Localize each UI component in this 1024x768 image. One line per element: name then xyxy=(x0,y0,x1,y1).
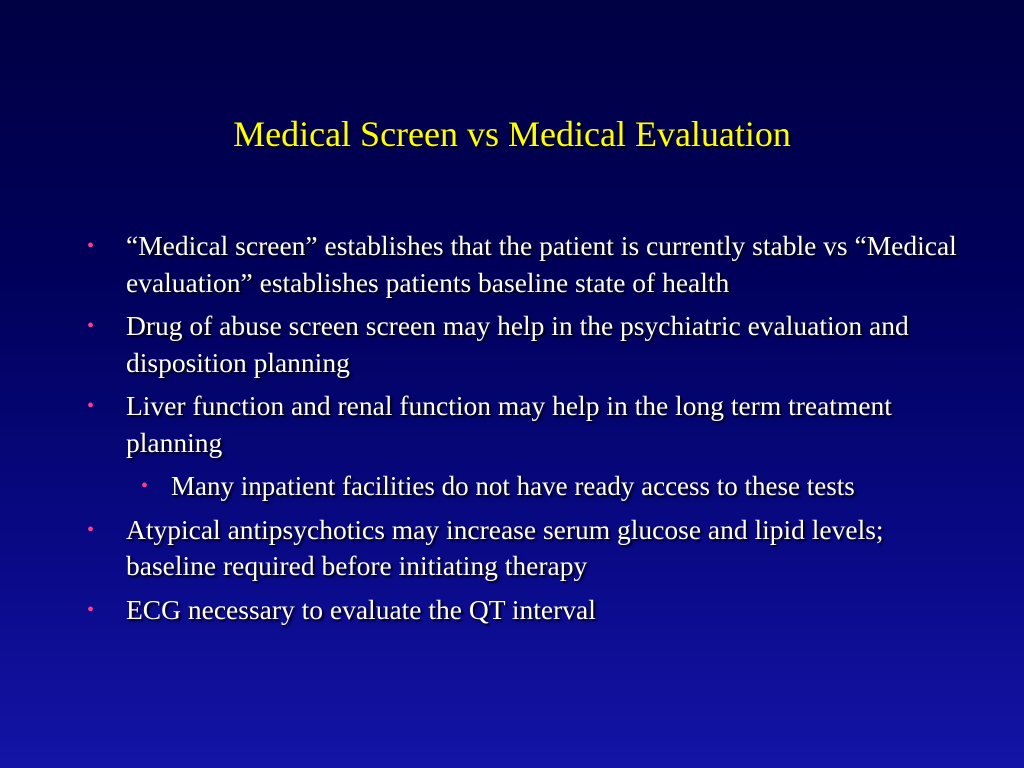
bullet-marker: • xyxy=(87,598,95,621)
bullet-marker: • xyxy=(87,518,95,541)
bullet-list xyxy=(84,228,964,635)
bullet-text: “Medical screen” establishes that the patient is currently stable vs “Medical evaluation” establishes patients baseline state of health xyxy=(126,230,957,298)
bullet-text: Many inpatient facilities do not have ready access to these tests xyxy=(171,471,855,501)
bullet-text: ECG necessary to evaluate the QT interval xyxy=(126,593,596,625)
bullet-item-liver-renal xyxy=(84,388,964,461)
bullet-text: Liver function and renal function may help in the long term treatment planning xyxy=(126,390,892,458)
slide-title: Medical Screen vs Medical Evaluation xyxy=(233,114,791,154)
bullet-item-antipsychotics xyxy=(84,512,964,585)
bullet-item-ecg xyxy=(84,592,964,629)
bullet-marker: • xyxy=(87,315,95,337)
sub-bullet-item-inpatient-access xyxy=(129,468,964,505)
bullet-marker: • xyxy=(87,235,95,257)
bullet-marker: • xyxy=(87,395,95,417)
bullet-text: Drug of abuse screen screen may help in the psychiatric evaluation and disposition planning xyxy=(126,310,909,378)
bullet-marker: • xyxy=(141,475,149,497)
bullet-item-medical-screen xyxy=(84,228,964,301)
bullet-text: Atypical antipsychotics may increase serum glucose and lipid levels; baseline required before initiating therapy xyxy=(126,513,884,581)
bullet-item-drug-screen xyxy=(84,308,964,381)
